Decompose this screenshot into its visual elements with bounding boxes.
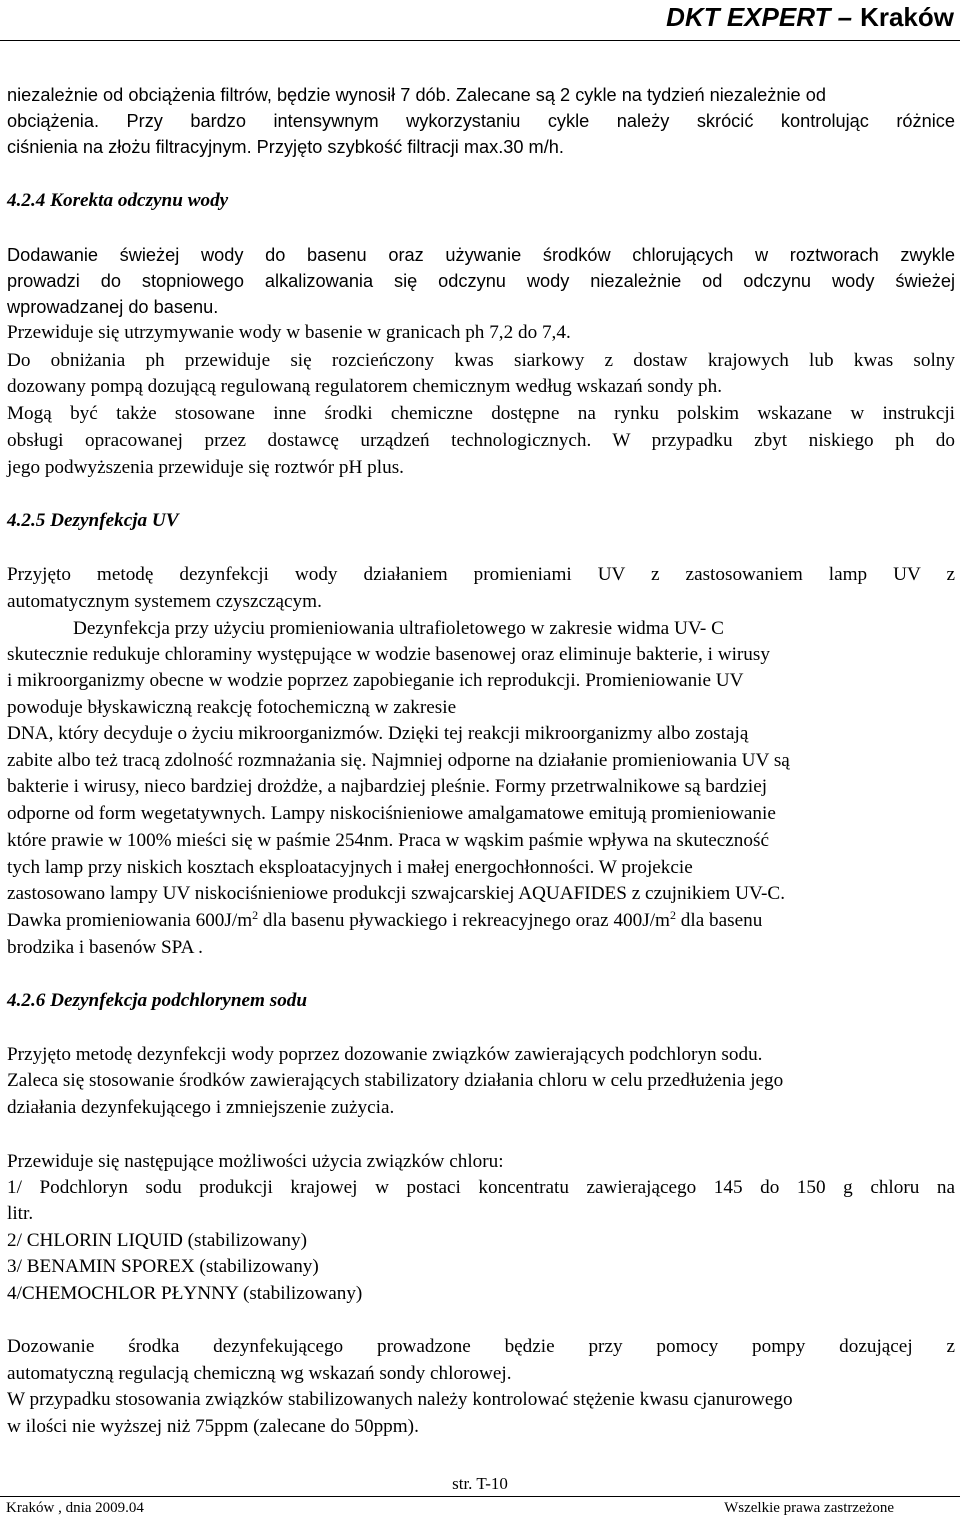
s424-line-8: obsługi opracowanej przez dostawcę urządzeń technologicznych. W przypadku zbyt niskiego ph do [7, 430, 955, 451]
s425-line-7: DNA, który decyduje o życiu mikroorganizmów. Dzięki tej reakcji mikroorganizmy albo zostają [7, 723, 749, 744]
s425-line-5: i mikroorganizmy obecne w wodzie poprzez zapobieganie ich reprodukcji. Promieniowanie UV [7, 670, 744, 691]
s424-line-3: wprowadzanej do basenu. [7, 297, 219, 317]
s426-line-5: 1/ Podchloryn sodu produkcji krajowej w postaci koncentratu zawierającego 145 do 150 g chloru na [7, 1177, 955, 1198]
s425-line-12: tych lamp przy niskich kosztach eksploatacyjnych i małej energochłonności. W projekcie [7, 857, 693, 878]
footer-date: Kraków , dnia 2009.04 [6, 1500, 144, 1516]
dose-text-b: dla basenu pływackiego i rekreacyjnego oraz 400J/m [258, 910, 670, 931]
s425-line-11: które prawie w 100% mieści się w paśmie 254nm. Praca w wąskim paśmie wpływa na skuteczność [7, 830, 769, 851]
header-rule [0, 40, 960, 41]
dose-exponent-1: 2 [252, 908, 259, 922]
s426-list-item-4: 4/CHEMOCHLOR PŁYNNY (stabilizowany) [7, 1283, 363, 1304]
heading-4-2-6: 4.2.6 Dezynfekcja podchlorynem sodu [7, 990, 308, 1011]
s426-line-12: W przypadku stosowania związków stabilizowanych należy kontrolować stężenie kwasu cjanurowego [7, 1389, 793, 1410]
header-city: Kraków [860, 2, 954, 32]
s426-line-2: Zaleca się stosowanie środków zawierających stabilizatory działania chloru w celu przedłużenia jego [7, 1070, 784, 1091]
s424-line-4: Przewiduje się utrzymywanie wody w basenie w granicach ph 7,2 do 7,4. [7, 322, 571, 343]
s426-line-10: Dozowanie środka dezynfekującego prowadzone będzie przy pomocy pompy dozującej z [7, 1336, 955, 1357]
footer-rule [0, 1496, 960, 1497]
header-brand [666, 0, 954, 34]
s424-line-1: Dodawanie świeżej wody do basenu oraz używanie środków chlorujących w roztworach zwykle [7, 245, 955, 265]
s426-line-3: działania dezynfekującego i zmniejszenie zużycia. [7, 1097, 395, 1118]
s425-line-3: Dezynfekcja przy użyciu promieniowania ultrafioletowego w zakresie widma UV- C [73, 618, 724, 639]
intro-line-2: obciążenia. Przy bardzo intensywnym wykorzystaniu cykle należy skrócić kontrolując różnice [7, 111, 955, 131]
s426-list-item-3: 3/ BENAMIN SPOREX (stabilizowany) [7, 1256, 319, 1277]
s425-line-6: powoduje błyskawiczną reakcję fotochemiczną w zakresie [7, 697, 457, 718]
s426-list-item-2: 2/ CHLORIN LIQUID (stabilizowany) [7, 1230, 308, 1251]
s424-line-5: Do obniżania ph przewiduje się rozcieńczony kwas siarkowy z dostaw krajowych lub kwas solny [7, 350, 955, 371]
footer-copyright: Wszelkie prawa zastrzeżone [724, 1500, 894, 1516]
s425-line-1: Przyjęto metodę dezynfekcji wody działaniem promieniami UV z zastosowaniem lamp UV z [7, 564, 955, 585]
s426-line-11: automatyczną regulacją chemiczną wg wskazań sondy chlorowej. [7, 1363, 512, 1384]
s426-line-13: w ilości nie wyższej niż 75ppm (zalecane do 50ppm). [7, 1416, 419, 1437]
s425-line-15: brodzika i basenów SPA . [7, 937, 203, 958]
dose-exponent-2: 2 [669, 908, 676, 922]
s424-line-9: jego podwyższenia przewiduje się roztwór pH plus. [7, 457, 404, 478]
s425-line-9: bakterie i wirusy, nieco bardziej drożdże, a najbardziej pleśnie. Formy przetrwalnikowe są bardziej [7, 776, 768, 797]
s424-line-7: Mogą być także stosowane inne środki chemiczne dostępne na rynku polskim wskazane w instrukcji [7, 403, 955, 424]
s425-line-8: zabite albo też tracą zdolność rozmnażania się. Najmniej odporne na działanie promieniowania UV są [7, 750, 790, 771]
header-company: DKT EXPERT – [666, 2, 853, 32]
page-number: str. T-10 [452, 1474, 508, 1493]
s425-line-4: skutecznie redukuje chloraminy występujące w wodzie basenowej oraz eliminuje bakterie, i wirusy [7, 644, 770, 665]
dose-text-c: dla basenu [675, 910, 763, 931]
s424-line-6: dozowany pompą dozującą regulowaną regulatorem chemicznym według wskazań sondy ph. [7, 376, 723, 397]
heading-4-2-4: 4.2.4 Korekta odczynu wody [7, 190, 229, 211]
dose-text-a: Dawka promieniowania 600J/m [7, 910, 253, 931]
s426-line-6: litr. [7, 1203, 34, 1224]
heading-4-2-5: 4.2.5 Dezynfekcja UV [7, 510, 179, 531]
s425-line-14 [7, 908, 762, 934]
intro-line-3: ciśnienia na złożu filtracyjnym. Przyjęto szybkość filtracji max.30 m/h. [7, 137, 564, 157]
s425-line-10: odporne od form wegetatywnych. Lampy niskociśnieniowe amalgamatowe emitują promieniowanie [7, 803, 776, 824]
s425-line-13: zastosowano lampy UV niskociśnieniowe produkcji szwajcarskiej AQUAFIDES z czujnikiem UV-C. [7, 883, 786, 904]
intro-line-1: niezależnie od obciążenia filtrów, będzie wynosił 7 dób. Zalecane są 2 cykle na tydzień niezależnie od [7, 85, 826, 105]
s425-line-2: automatycznym systemem czyszczącym. [7, 591, 322, 612]
s426-line-4: Przewiduje się następujące możliwości użycia związków chloru: [7, 1151, 504, 1172]
s426-line-1: Przyjęto metodę dezynfekcji wody poprzez dozowanie związków zawierających podchloryn sodu. [7, 1044, 763, 1065]
s424-line-2: prowadzi do stopniowego alkalizowania się odczynu wody niezależnie od odczynu wody świeżej [7, 271, 955, 291]
